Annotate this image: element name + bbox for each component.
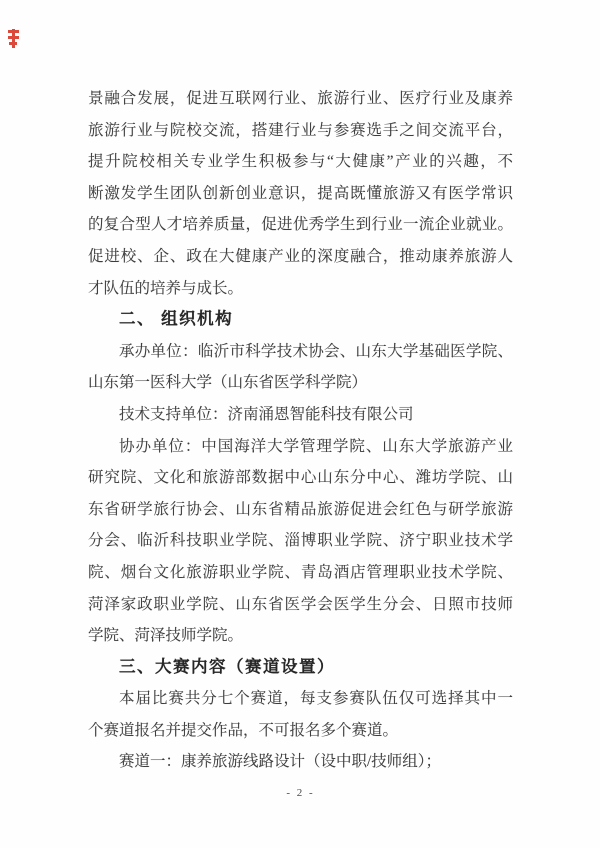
section-heading-contest-content: 三、大赛内容（赛道设置） bbox=[119, 657, 335, 676]
body-line: 景融合发展，促进互联网行业、旅游行业、医疗行业及康养 bbox=[88, 90, 513, 107]
body-line: 菏泽家政职业学院、山东省医学会医学生分会、日照市技师 bbox=[88, 595, 513, 613]
body-line: 的复合型人才培养质量，促进优秀学生到行业一流企业就业。 bbox=[88, 216, 513, 234]
red-stamp-fragment-icon bbox=[8, 29, 19, 48]
body-line: 断激发学生团队创新创业意识，提高既懂旅游又有医学常识 bbox=[88, 184, 513, 202]
body-line: 才队伍的培养与成长。 bbox=[88, 279, 244, 297]
body-line: 技术支持单位：济南涌恩智能科技有限公司 bbox=[119, 405, 414, 423]
body-line: 促进校、企、政在大健康产业的深度融合，推动康养旅游人 bbox=[88, 247, 513, 265]
document-text-block bbox=[88, 83, 513, 810]
body-line: 东省研学旅行协会、山东省精品旅游促进会红色与研学旅游 bbox=[88, 500, 513, 518]
body-line: 赛道一：康养旅游线路设计（设中职/技师组）； bbox=[119, 753, 442, 771]
body-line: 提升院校相关专业学生积极参与“大健康”产业的兴趣，不 bbox=[88, 153, 513, 171]
body-line: 学院、菏泽技师学院。 bbox=[88, 627, 244, 645]
body-line: 本届比赛共分七个赛道，每支参赛队伍仅可选择其中一 bbox=[119, 690, 513, 708]
body-line: 山东第一医科大学（山东省医学科学院） bbox=[88, 374, 368, 392]
section-heading-organization: 二、 组织机构 bbox=[119, 310, 234, 329]
body-line: 协办单位：中国海洋大学管理学院、山东大学旅游产业 bbox=[119, 437, 513, 455]
body-line: 个赛道报名并提交作品，不可报名多个赛道。 bbox=[88, 721, 399, 739]
page-number: - 2 - bbox=[286, 787, 315, 800]
body-line: 研究院、文化和旅游部数据中心山东分中心、潍坊学院、山 bbox=[88, 469, 513, 487]
stamp-stroke bbox=[12, 29, 15, 48]
body-line: 承办单位：临沂市科学技术协会、山东大学基础医学院、 bbox=[119, 342, 513, 360]
body-line: 院、烟台文化旅游职业学院、青岛酒店管理职业技术学院、 bbox=[88, 563, 513, 581]
body-line: 分会、临沂科技职业学院、淄博职业学院、济宁职业技术学 bbox=[88, 532, 513, 550]
body-line: 旅游行业与院校交流，搭建行业与参赛选手之间交流平台， bbox=[88, 121, 513, 139]
